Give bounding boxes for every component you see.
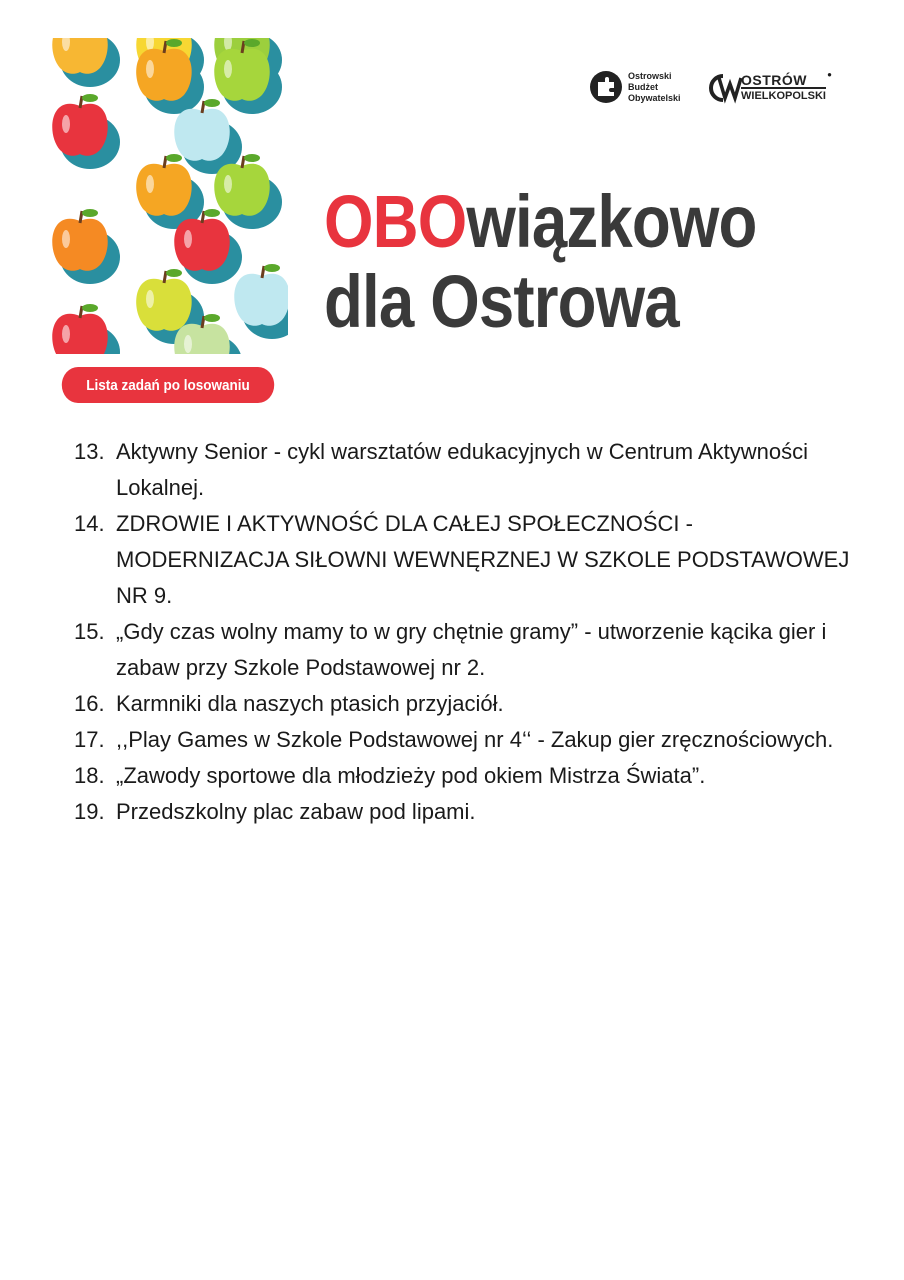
- apple-icon: [52, 38, 120, 87]
- item-text: Karmniki dla naszych ptasich przyjaciół.: [116, 691, 504, 716]
- obo-logo: [589, 70, 681, 104]
- item-text: „Gdy czas wolny mamy to w gry chętnie gramy” - utworzenie kącika gier i zabaw przy Szkole Podstawowej nr 2.: [116, 619, 827, 680]
- task-list: [74, 434, 854, 830]
- task-list-badge: [62, 367, 274, 403]
- obo-logo-line3: Obywatelski: [628, 92, 681, 103]
- list-item: [74, 722, 854, 758]
- item-number: 16.: [74, 691, 105, 716]
- item-text: Aktywny Senior - cykl warsztatów edukacyjnych w Centrum Aktywności Lokalnej.: [116, 439, 809, 500]
- item-text: ZDROWIE I AKTYWNOŚĆ DLA CAŁEJ SPOŁECZNOŚCI - MODERNIZACJA SIŁOWNI WEWNĘRZNEJ W SZKOLE PODSTAWOWEJ NR 9.: [116, 511, 850, 608]
- apple-icon: [234, 264, 288, 339]
- item-number: 15.: [74, 619, 105, 644]
- title-rest-part: wiązkowo: [466, 180, 757, 263]
- list-item: [74, 614, 854, 686]
- item-text: ,,Play Games w Szkole Podstawowej nr 4‘‘ - Zakup gier zręcznościowych.: [116, 727, 834, 752]
- item-number: 19.: [74, 799, 105, 824]
- apple-icon: [52, 94, 120, 169]
- badge-label: Lista zadań po losowaniu: [86, 376, 250, 394]
- item-text: „Zawody sportowe dla młodzieży pod okiem Mistrza Świata”.: [116, 763, 706, 788]
- list-item: [74, 758, 854, 794]
- item-text: Przedszkolny plac zabaw pod lipami.: [116, 799, 476, 824]
- ostrow-logo-line1: OSTRÓW: [741, 73, 826, 89]
- obo-logo-line1: Ostrowski: [628, 70, 672, 81]
- dot-icon: ●: [827, 70, 832, 79]
- title-red-part: OBO: [324, 180, 467, 263]
- item-number: 14.: [74, 511, 105, 536]
- page-title: [324, 182, 757, 342]
- list-item: [74, 686, 854, 722]
- item-number: 18.: [74, 763, 105, 788]
- apple-icon: [52, 304, 120, 354]
- item-number: 17.: [74, 727, 105, 752]
- apple-pattern-illustration: [52, 38, 288, 354]
- obo-logo-line2: Budżet: [628, 81, 658, 92]
- item-number: 13.: [74, 439, 105, 464]
- list-item: [74, 506, 854, 614]
- ostrow-logo: [707, 70, 832, 104]
- title-line2: dla Ostrowa: [324, 260, 679, 343]
- ow-monogram-icon: [707, 72, 743, 104]
- apple-icon: [52, 209, 120, 284]
- ostrow-logo-line2: WIELKOPOLSKI: [741, 90, 826, 102]
- puzzle-icon: [589, 70, 623, 104]
- list-item: [74, 794, 854, 830]
- list-item: [74, 434, 854, 506]
